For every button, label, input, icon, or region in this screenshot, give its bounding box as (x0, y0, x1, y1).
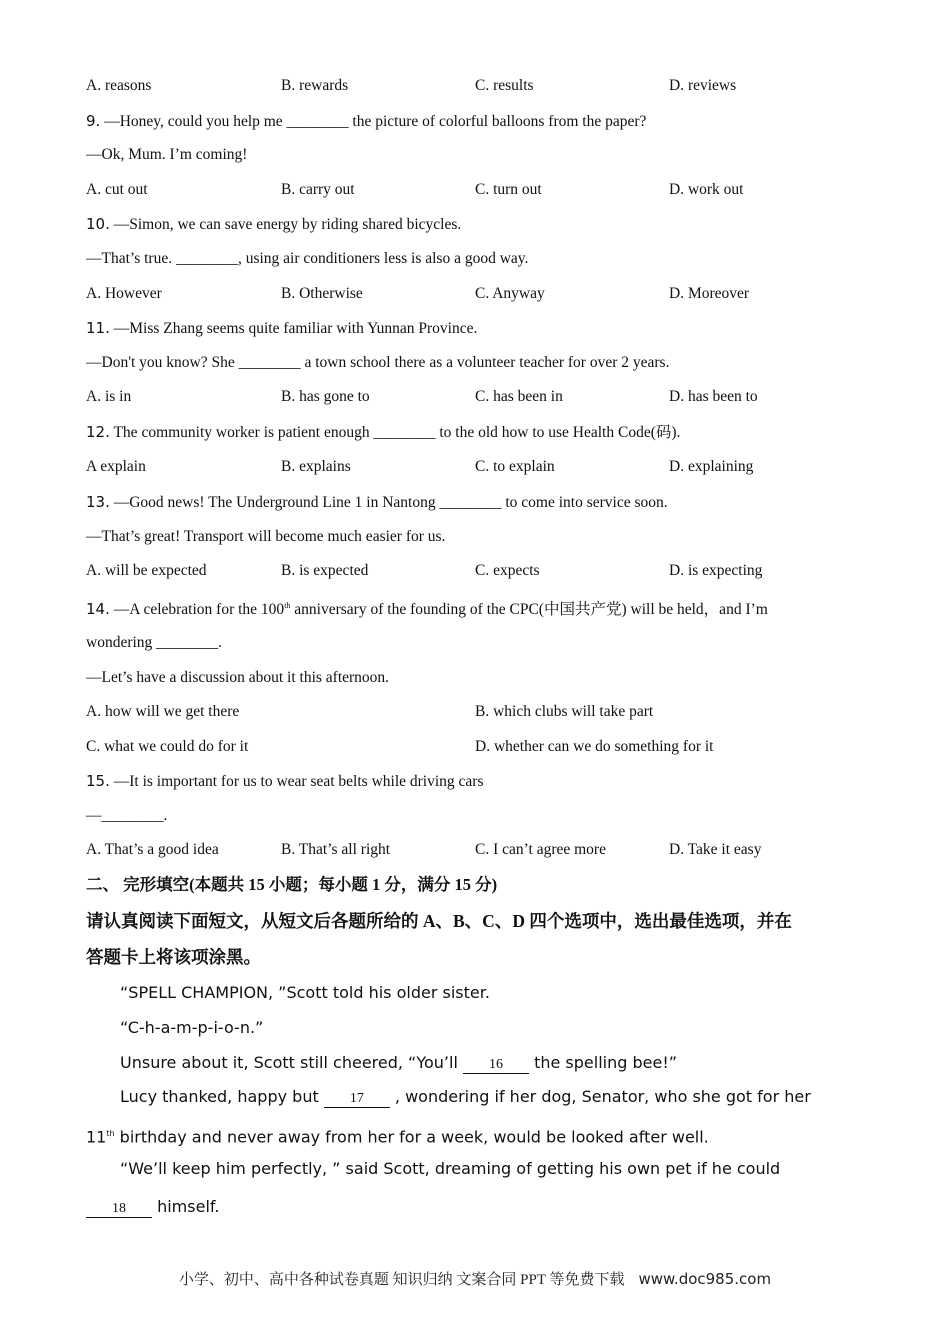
q11-stem (86, 318, 477, 339)
q9-option-a: A. cut out (86, 181, 148, 198)
q15-option-c: C. I can’t agree more (475, 841, 606, 858)
q12-option-d: D. explaining (669, 458, 754, 475)
q11-option-d: D. has been to (669, 388, 758, 405)
passage-p5-sup: th (106, 1129, 115, 1138)
q12-stem (86, 422, 680, 443)
q13-option-c: C. expects (475, 562, 540, 579)
passage-p7 (86, 1197, 219, 1218)
q9-option-c: C. turn out (475, 181, 542, 198)
q9-reply: —Ok, Mum. I’m coming! (86, 146, 248, 163)
q15-option-a: A. That’s a good idea (86, 841, 219, 858)
q14-stem-cont: wondering ________. (86, 634, 223, 651)
passage-p2: “C-h-a-m-p-i-o-n.” (120, 1018, 264, 1037)
q13-stem-text: —Good news! The Underground Line 1 in Nantong ________ to come into service soon. (113, 494, 668, 511)
q11-option-b: B. has gone to (281, 388, 370, 405)
passage-p4-b: , wondering if her dog, Senator, who she got for her (389, 1087, 811, 1106)
q15-reply: —________. (86, 807, 168, 824)
passage-p6: “We’ll keep him perfectly, ” said Scott, dreaming of getting his own pet if he could (120, 1159, 781, 1178)
passage-p3-b: the spelling bee!” (528, 1053, 678, 1072)
q14-stem-b: anniversary of the founding of the CPC(中国共产党) will be held，and I’m (290, 601, 768, 619)
q13-stem (86, 492, 668, 513)
passage-p4-a: Lucy thanked, happy but (120, 1087, 324, 1106)
q12-stem-text: The community worker is patient enough ________ to the old how to use Health Code(码). (113, 424, 681, 441)
passage-p5-a: 11 (86, 1127, 107, 1147)
q8-option-b: B. rewards (281, 77, 349, 94)
passage-p4 (120, 1087, 811, 1108)
q15-number: 15. (86, 772, 110, 790)
passage-p5-b: birthday and never away from her for a week, would be looked after well. (114, 1127, 709, 1147)
q14-option-b: B. which clubs will take part (475, 703, 654, 720)
q8-option-a: A. reasons (86, 77, 152, 94)
q9-number: 9. (86, 112, 101, 130)
section2-instruction-1: 请认真阅读下面短文，从短文后各题所给的 A、B、C、D 四个选项中，选出最佳选项，并在 (86, 911, 792, 931)
q10-stem-text: —Simon, we can save energy by riding shared bicycles. (113, 216, 462, 233)
q9-option-d: D. work out (669, 181, 744, 198)
q13-reply: —That’s great! Transport will become much easier for us. (86, 528, 446, 545)
q15-stem-text: —It is important for us to wear seat belts while driving cars (113, 773, 484, 790)
q14-option-d: D. whether can we do something for it (475, 738, 714, 755)
q11-option-a: A. is in (86, 388, 132, 405)
footer (0, 1268, 950, 1289)
q11-option-c: C. has been in (475, 388, 563, 405)
q14-option-c: C. what we could do for it (86, 738, 249, 755)
q12-number: 12. (86, 423, 110, 441)
passage-p3 (120, 1053, 677, 1074)
q11-stem-text: —Miss Zhang seems quite familiar with Yunnan Province. (113, 320, 478, 337)
blank-16: 16 (463, 1057, 529, 1074)
q10-reply: —That’s true. ________, using air conditioners less is also a good way. (86, 250, 529, 267)
q14-stem (86, 596, 768, 620)
section2-heading: 二、 完形填空(本题共 15 小题；每小题 1 分，满分 15 分) (86, 875, 498, 894)
q12-option-c: C. to explain (475, 458, 555, 475)
passage-p3-a: Unsure about it, Scott still cheered, “You’ll (120, 1053, 463, 1072)
q8-option-d: D. reviews (669, 77, 737, 94)
q10-stem (86, 214, 461, 235)
q10-option-b: B. Otherwise (281, 285, 363, 302)
q15-option-d: D. Take it easy (669, 841, 762, 858)
q14-number: 14. (86, 600, 110, 619)
blank-17: 17 (324, 1091, 390, 1108)
footer-url[interactable]: www.doc985.com (638, 1270, 772, 1288)
q11-number: 11. (86, 319, 110, 337)
footer-text: 小学、初中、高中各种试卷真题 知识归纳 文案合同 PPT 等免费下载 (178, 1272, 625, 1288)
q12-option-a: A explain (86, 458, 146, 475)
q11-reply: —Don't you know? She ________ a town school there as a volunteer teacher for over 2 years. (86, 354, 670, 371)
q13-number: 13. (86, 493, 110, 511)
q12-option-b: B. explains (281, 458, 351, 475)
q10-option-c: C. Anyway (475, 285, 545, 302)
section2-instruction-2: 答题卡上将该项涂黑。 (86, 947, 261, 967)
q15-option-b: B. That’s all right (281, 841, 391, 858)
q14-stem-sup: th (284, 601, 291, 610)
q13-option-a: A. will be expected (86, 562, 207, 579)
q10-number: 10. (86, 215, 110, 233)
q13-option-d: D. is expecting (669, 562, 763, 579)
passage-p5 (86, 1124, 709, 1147)
q14-reply: —Let’s have a discussion about it this afternoon. (86, 669, 390, 686)
blank-18: 18 (86, 1201, 152, 1218)
q9-stem (86, 111, 646, 132)
q14-stem-a: —A celebration for the 100 (113, 601, 285, 619)
q9-stem-text: —Honey, could you help me ________ the picture of colorful balloons from the paper? (104, 113, 647, 130)
q8-option-c: C. results (475, 77, 534, 94)
passage-p1: “SPELL CHAMPION, ”Scott told his older sister. (120, 983, 490, 1002)
q9-option-b: B. carry out (281, 181, 355, 198)
q10-option-d: D. Moreover (669, 285, 750, 302)
q13-option-b: B. is expected (281, 562, 369, 579)
q10-option-a: A. However (86, 285, 162, 302)
q14-option-a: A. how will we get there (86, 703, 240, 720)
q15-stem (86, 771, 484, 792)
passage-p7-b: himself. (152, 1197, 220, 1216)
